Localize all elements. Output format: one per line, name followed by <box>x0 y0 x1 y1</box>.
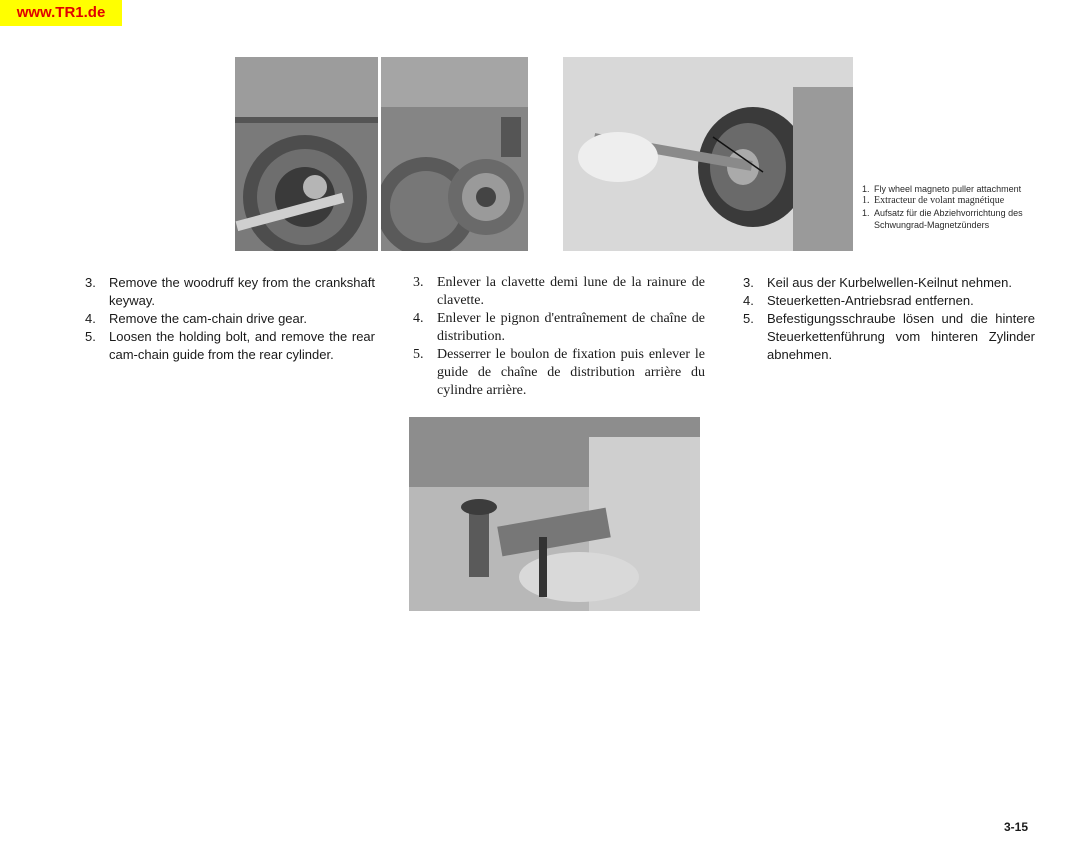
photo-flywheel-puller <box>563 57 853 251</box>
step-item: 5. Befestigungsschraube lösen und die hintere Steuerkettenführung vom hinteren Zylinder abnehmen. <box>743 311 1035 362</box>
page-number: 3-15 <box>1004 820 1029 834</box>
instructions-english <box>85 274 375 364</box>
step-item: 5. Desserrer le boulon de fixation puis enlever le guide de chaîne de distribution arrière du cylindre arrière. <box>413 347 705 398</box>
step-item: 3. Remove the woodruff key from the crankshaft keyway. <box>85 275 375 308</box>
instructions-french <box>413 274 705 400</box>
step-item: 3. Enlever la clavette demi lune de la rainure de clavette. <box>413 275 705 308</box>
caption-item-en: 1. Fly wheel magneto puller attachment <box>862 184 1022 194</box>
instructions-german <box>743 274 1035 364</box>
photo-cam-chain-gear <box>381 57 528 251</box>
step-item: 3. Keil aus der Kurbelwellen-Keilnut nehmen. <box>743 275 1012 290</box>
step-item: 4. Remove the cam-chain drive gear. <box>85 311 307 326</box>
photo-crankshaft-keyway <box>235 57 378 251</box>
photo-cam-chain-guide <box>409 417 700 611</box>
caption-item-de: 1. Aufsatz für die Abziehvorrichtung des Schwungrad-Magnetzünders <box>862 208 1023 230</box>
photo-caption <box>862 183 1062 231</box>
step-item: 5. Loosen the holding bolt, and remove the rear cam-chain guide from the rear cylinder. <box>85 329 375 362</box>
site-watermark-link[interactable]: www.TR1.de <box>0 0 122 26</box>
step-item: 4. Steuerketten-Antriebsrad entfernen. <box>743 293 974 308</box>
caption-item-fr: 1. Extracteur de volant magnétique <box>862 195 1005 206</box>
step-item: 4. Enlever le pignon d'entraînement de chaîne de distribution. <box>413 311 705 344</box>
